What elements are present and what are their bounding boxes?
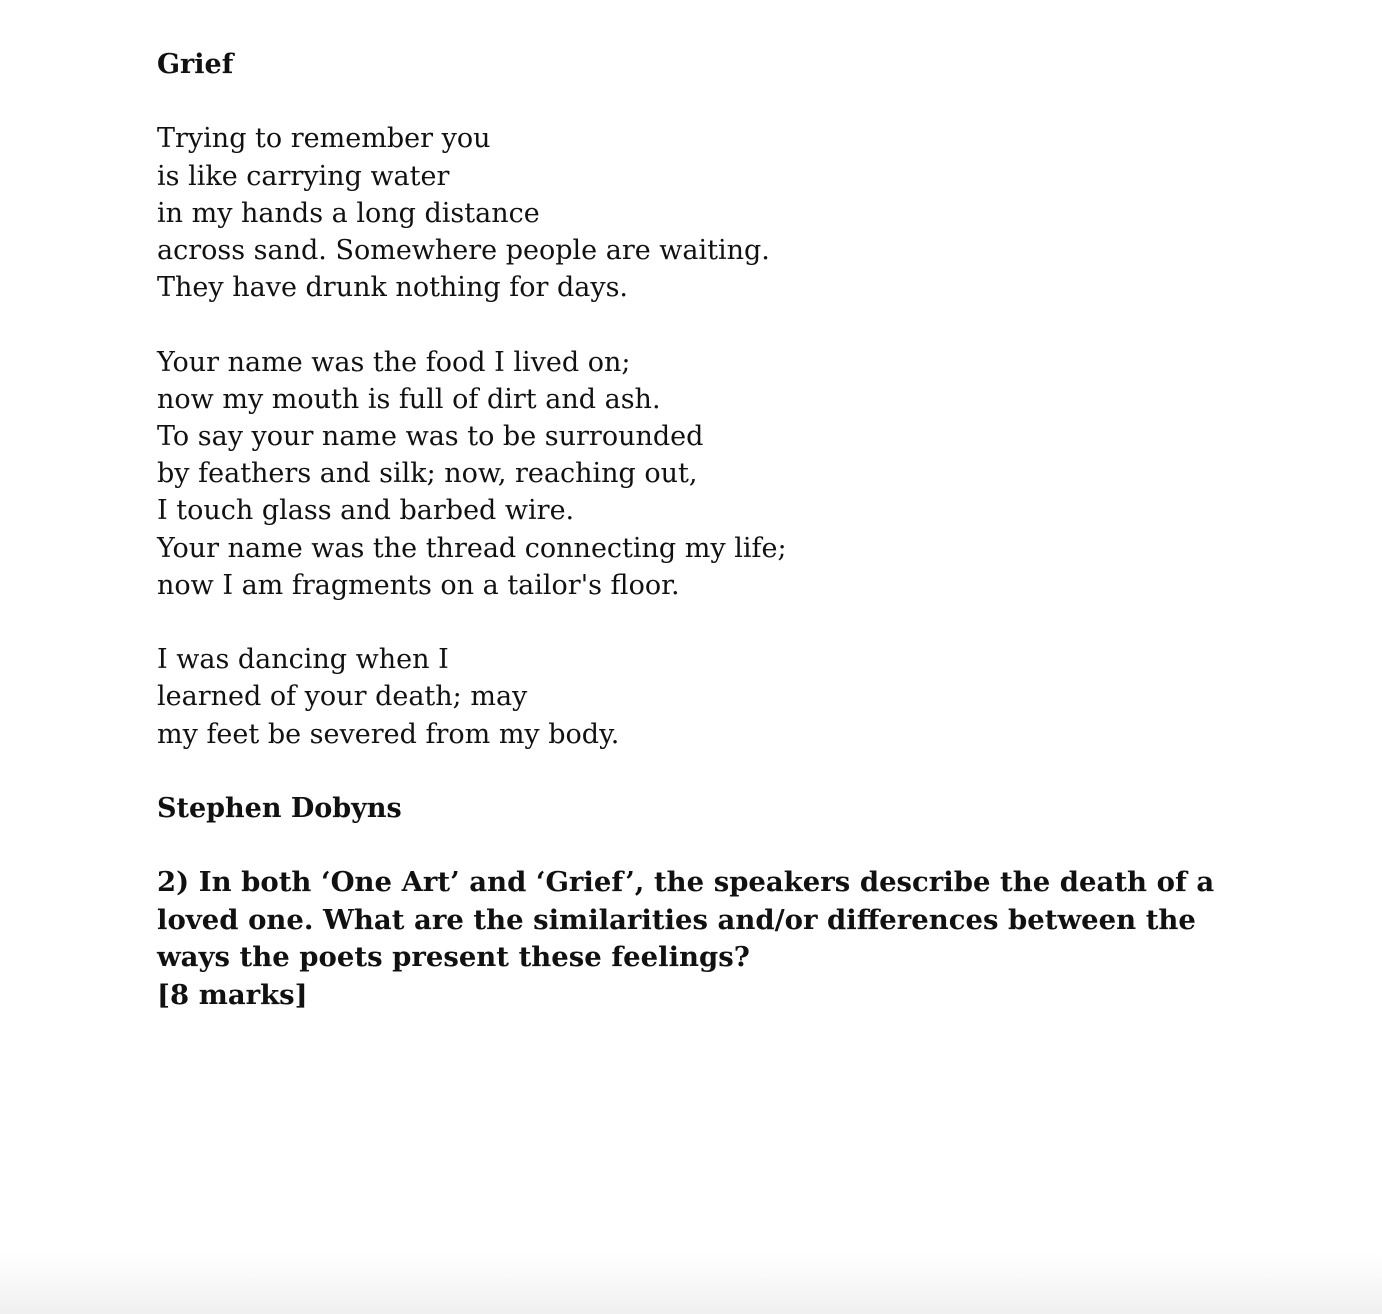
poem-line: across sand. Somewhere people are waiting. bbox=[157, 235, 770, 266]
spacer bbox=[157, 753, 1257, 790]
poem-line: Your name was the thread connecting my life; bbox=[157, 532, 787, 564]
poem-line: now I am fragments on a tailor's floor. bbox=[157, 569, 680, 601]
poem-line: is like carrying water bbox=[157, 160, 450, 192]
spacer bbox=[157, 827, 1257, 864]
poem-line: To say your name was to be surrounded bbox=[157, 421, 704, 452]
poem-line: They have drunk nothing for days. bbox=[157, 272, 629, 304]
poem-line: in my hands a long distance bbox=[157, 197, 540, 229]
exam-question: 2) In both ‘One Art’ and ‘Grief’, the speakers describe the death of a loved one. What are the similarities and/or differences between the ways the poets present these feelings? bbox=[157, 866, 1215, 974]
spacer bbox=[157, 604, 1257, 641]
page-bottom-shadow bbox=[0, 1254, 1382, 1314]
poem-line: Trying to remember you bbox=[157, 123, 491, 155]
poem-line: by feathers and silk; now, reaching out, bbox=[157, 458, 698, 490]
poem-line: I was dancing when I bbox=[157, 644, 449, 676]
poem-title: Grief bbox=[157, 49, 234, 80]
question-marks: [8 marks] bbox=[157, 978, 308, 1011]
spacer bbox=[157, 306, 1257, 343]
stanza-2 bbox=[157, 344, 1257, 604]
stanza-3 bbox=[157, 641, 1257, 753]
poem-author: Stephen Dobyns bbox=[157, 793, 402, 824]
stanza-1 bbox=[157, 120, 1257, 306]
poem-line: now my mouth is full of dirt and ash. bbox=[157, 383, 661, 415]
spacer bbox=[157, 83, 1257, 120]
poem-line: I touch glass and barbed wire. bbox=[157, 495, 575, 527]
poem-line: learned of your death; may bbox=[157, 681, 528, 713]
poem-line: Your name was the food I lived on; bbox=[157, 346, 631, 378]
poem-line: my feet be severed from my body. bbox=[157, 718, 620, 750]
document-content bbox=[157, 46, 1257, 1014]
